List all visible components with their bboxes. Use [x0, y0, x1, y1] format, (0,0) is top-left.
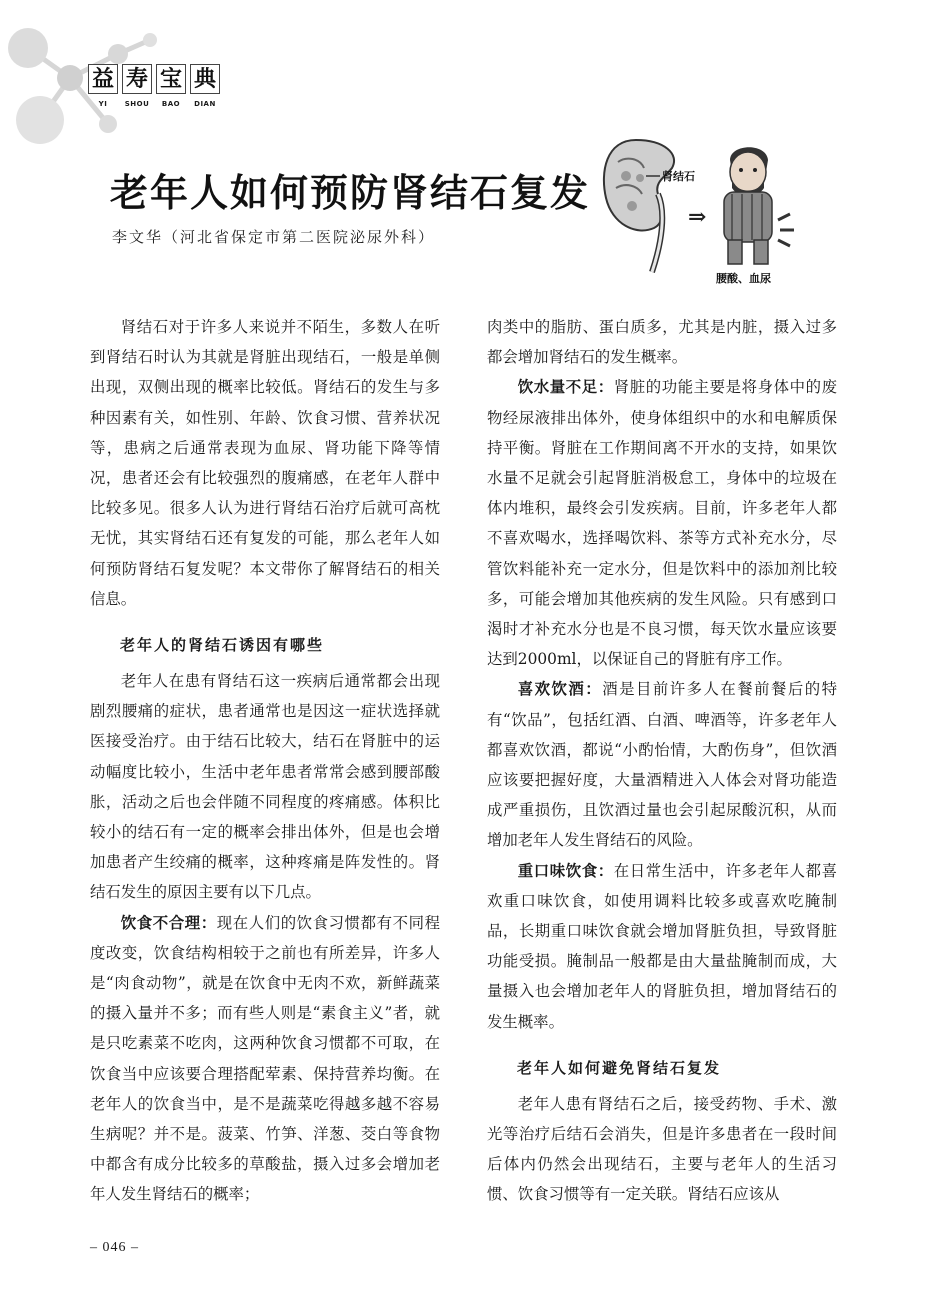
alcohol-text: 酒是目前许多人在餐前餐后的特有“饮品”，包括红酒、白酒、啤酒等，许多老年人都喜欢饮酒，都说“小酌怡情，大酌伤身”，但饮酒应该要把握好度，大量酒精进入人体会对肾功能造成严重损伤，且饮酒过量也会引起尿酸沉积，从而增加老年人发生肾结石的风险。: [487, 680, 837, 850]
column-brand: [88, 64, 220, 108]
article-title: 老年人如何预防肾结石复发: [110, 170, 591, 215]
prevention-paragraph: 老年人患有肾结石之后，接受药物、手术、激光等治疗后结石会消失，但是许多患者在一段时间后体内仍然会出现结石，主要与老年人的生活习惯、饮食习惯等有一定关联。肾结石应该从: [487, 1094, 837, 1204]
article-author: 李文华（河北省保定市第二医院泌尿外科）: [112, 228, 436, 246]
brand-pinyin: BAO: [161, 100, 181, 108]
brand-char: 典: [190, 64, 220, 94]
brand-char: 宝: [156, 64, 186, 94]
brand-pinyin: DIAN: [194, 100, 216, 108]
water-paragraph: [487, 372, 837, 674]
brand-char: 寿: [122, 64, 152, 94]
section-heading-causes: 老年人的肾结石诱因有哪些: [120, 636, 325, 655]
salty-food-label: 重口味饮食：: [517, 861, 614, 880]
salty-food-paragraph: [487, 856, 837, 1037]
symptoms-label: 腰酸、血尿: [716, 272, 771, 285]
kidney-stone-illustration: [596, 132, 836, 288]
alcohol-paragraph: [487, 674, 837, 855]
page-number: – 046 –: [90, 1240, 139, 1255]
salty-food-text: 在日常生活中，许多老年人都喜欢重口味饮食，如使用调料比较多或喜欢吃腌制品，长期重口味饮食就会增加肾脏负担，导致肾脏功能受损。腌制品一般都是由大量盐腌制而成，大量摄入也会增加老年人的肾脏负担，增加肾结石的发生概率。: [487, 861, 837, 1031]
water-label: 饮水量不足：: [517, 378, 614, 397]
brand-pinyin: SHOU: [124, 100, 150, 108]
brand-char: 益: [88, 64, 118, 94]
intro-paragraph: 肾结石对于许多人来说并不陌生，多数人在听到肾结石时认为其就是肾脏出现结石，一般是单侧出现，双侧出现的概率比较低。肾结石的发生与多种因素有关，如性别、年龄、饮食习惯、营养状况等，患病之后通常表现为血尿、肾功能下降等情况，患者还会有比较强烈的腹痛感，在老年人群中比较多见。很多人认为进行肾结石治疗后就可高枕无忧，其实肾结石还有复发的可能，那么老年人如何预防肾结石复发呢？本文带你了解肾结石的相关信息。: [90, 318, 440, 608]
causes-paragraph: 老年人在患有肾结石这一疾病后通常都会出现剧烈腰痛的症状，患者通常也是因这一症状选择就医接受治疗。由于结石比较大，结石在肾脏中的运动幅度比较小，生活中老年患者常常会感到腰部酸胀，活动之后也会伴随不同程度的疼痛感。体积比较小的结石有一定的概率会排出体外，但是也会增加患者产生绞痛的概率，这种疼痛是阵发性的。肾结石发生的原因主要有以下几点。: [90, 672, 440, 902]
left-column: [90, 312, 440, 1210]
alcohol-label: 喜欢饮酒：: [517, 680, 603, 699]
diet-text: 现在人们的饮食习惯都有不同程度改变，饮食结构相较于之前也有所差异，许多人是“肉食动物”，就是在饮食中无肉不欢，新鲜蔬菜的摄入量并不多；而有些人则是“素食主义”者，就是只吃素菜不吃肉，这两种饮食习惯都不可取，在饮食当中应该要合理搭配荤素、保持营养均衡。在老年人的饮食当中，是不是蔬菜吃得越多越不容易生病呢？并不是。菠菜、竹笋、洋葱、茭白等食物中都含有成分比较多的草酸盐，摄入过多会增加老年人发生肾结石的概率；: [90, 913, 440, 1204]
diet-paragraph: [90, 908, 440, 1210]
diet-continued-paragraph: 肉类中的脂肪、蛋白质多，尤其是内脏，摄入过多都会增加肾结石的发生概率。: [487, 318, 837, 367]
sick-man-icon: [724, 147, 794, 264]
water-text: 肾脏的功能主要是将身体中的废物经尿液排出体外，使身体组织中的水和电解质保持平衡。肾脏在工作期间离不开水的支持，如果饮水量不足就会引起肾脏消极怠工，身体中的垃圾在体内堆积，最终会引发疾病。目前，许多老年人都不喜欢喝水，选择喝饮料、茶等方式补充水分，尽管饮料能补充一定水分，但是饮料中的添加剂比较多，可能会增加其他疾病的发生风险。只有感到口渴时才补充水分也是不良习惯，每天饮水量应该要达到2000ml，以保证自己的肾脏有序工作。: [487, 378, 837, 669]
stone-label: 肾结石: [662, 170, 695, 183]
diet-label: 饮食不合理：: [120, 913, 217, 932]
brand-pinyin: YI: [98, 100, 108, 108]
kidney-icon: [604, 140, 674, 272]
right-column: [487, 312, 837, 1210]
arrow-icon: ⇒: [688, 204, 707, 230]
section-heading-prevention: 老年人如何避免肾结石复发: [517, 1058, 722, 1077]
